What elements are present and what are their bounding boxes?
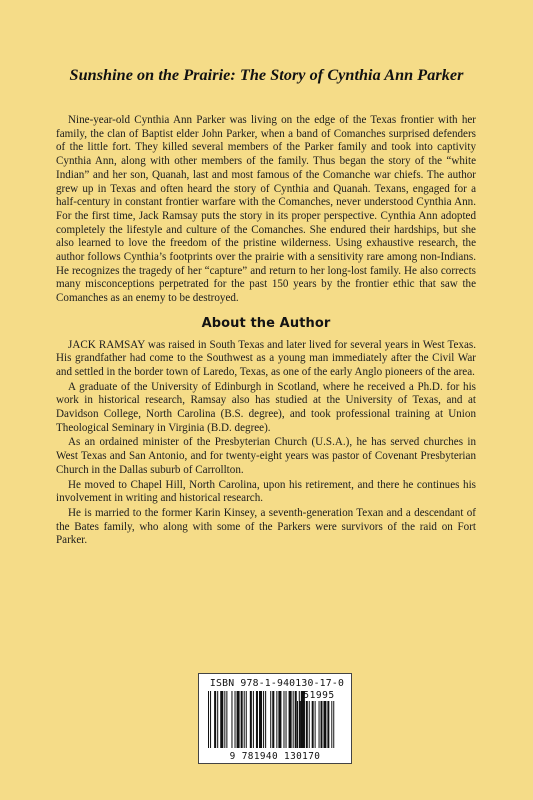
isbn-label: ISBN 978-1-940130-17-0 <box>209 678 345 689</box>
barcode-bar <box>319 701 320 748</box>
about-author-heading: About the Author <box>201 315 331 331</box>
barcode-bar <box>272 691 274 748</box>
bio-paragraph-4: He moved to Chapel Hill, North Carolina, upon his retirement, and there he continues his involvement in writing and historical research. <box>56 478 476 505</box>
barcode-bar <box>265 691 266 748</box>
barcode-bar <box>244 691 245 748</box>
barcode-bar <box>256 691 258 748</box>
barcode-bar <box>333 701 334 748</box>
barcode-bar <box>237 691 240 748</box>
barcode-bar <box>253 691 254 748</box>
book-summary: Nine-year-old Cynthia Ann Parker was living on the edge of the Texas frontier with her family, the clan of Baptist elder John Parker, when a band of Comanches surprised defenders of the little fort. They killed several members of the Parker family and took into captivity Cynthia Ann, along with other members of the family. Thus began the story of the “white Indian” and her son, Quanah, last and most famous of the Comanche war chiefs. The author grew up in Texas and often heard the story of Cynthia and Quanah. Texans, engaged for a half-century in constant frontier warfare with the Comanches, never understood Cynthia Ann. For the first time, Jack Ramsay puts the story in its proper perspective. Cynthia Ann adopted completely the lifestyle and culture of the Comanches. She endured their hardships, but she also learned to love the freedom of the pristine wilderness. Using exhaustive research, the author follows Cynthia’s footprints over the prairie with a sensitivity rare among non-Indians. He recognizes the tragedy of her “capture” and return to her long-lost family. He also corrects many misconceptions perpetrated for the past 150 years by the frontier ethic that saw the Comanches as an enemy to be destroyed. <box>56 114 476 305</box>
barcode-bar <box>323 701 326 748</box>
barcode-bar <box>299 701 301 748</box>
book-title: Sunshine on the Prairie: The Story of Cynthia Ann Parker <box>69 66 464 84</box>
barcode-number: 9 781940 130170 <box>229 751 321 762</box>
price-addon-bars <box>297 701 334 748</box>
barcode-bar <box>289 691 292 748</box>
barcode-bar <box>217 691 218 748</box>
barcode-bar <box>309 701 310 748</box>
ean-barcode-bars <box>208 691 305 748</box>
barcode-bar <box>263 691 264 748</box>
barcode-bar <box>283 691 284 748</box>
barcode-bar <box>250 691 252 748</box>
isbn-barcode-block <box>198 673 352 764</box>
barcode-bar <box>286 691 287 748</box>
price-code: 51995 <box>303 690 335 701</box>
barcode-bar <box>235 691 236 748</box>
barcode-bar <box>297 701 298 748</box>
barcode-bar <box>246 691 247 748</box>
barcode-bar <box>224 691 225 748</box>
barcode-bar <box>270 691 271 748</box>
barcode-bar <box>312 701 314 748</box>
barcode-bar <box>306 701 308 748</box>
barcode-bar <box>302 701 305 748</box>
bio-paragraph-2: A graduate of the University of Edinburgh in Scotland, where he received a Ph.D. for his work in historical research, Ramsay also has studied at the University of Texas, and at Davidson College, North Carolina (B.S. degree), and took professional training at Union Theological Seminary in Virginia (B.D. degree). <box>56 380 476 434</box>
barcode-bar <box>259 691 262 748</box>
bio-paragraph-5: He is married to the former Karin Kinsey, a seventh-generation Texan and a descendant of the Bates family, who along with some of the Parkers were survivors of the raid on Fort Parker. <box>56 506 476 547</box>
bio-paragraph-1: JACK RAMSAY was raised in South Texas and later lived for several years in West Texas. His grandfather had come to the Southwest as a young man immediately after the Civil War and settled in the border town of Laredo, Texas, as one of the early Anglo pioneers of the area. <box>56 338 476 378</box>
barcode-bar <box>327 701 329 748</box>
barcode-bar <box>321 701 323 748</box>
barcode-bar <box>276 691 277 748</box>
barcode-bar <box>241 691 243 748</box>
barcode-bar <box>278 691 281 748</box>
barcode-bar <box>208 691 209 748</box>
barcode-bar <box>331 701 332 748</box>
author-bio <box>56 339 476 549</box>
barcode-bar <box>226 691 227 748</box>
barcode-bar <box>214 691 216 748</box>
barcode-bar <box>210 691 211 748</box>
bio-paragraph-3: As an ordained minister of the Presbyterian Church (U.S.A.), he has served churches in West Texas and San Antonio, and for twenty-eight years was pastor of Covenant Presbyterian Church in the Dallas suburb of Carrollton. <box>56 436 476 476</box>
barcode-bar <box>315 701 316 748</box>
barcode-bar <box>231 691 232 748</box>
barcode-bar <box>220 691 223 748</box>
cover-copy <box>56 114 476 548</box>
